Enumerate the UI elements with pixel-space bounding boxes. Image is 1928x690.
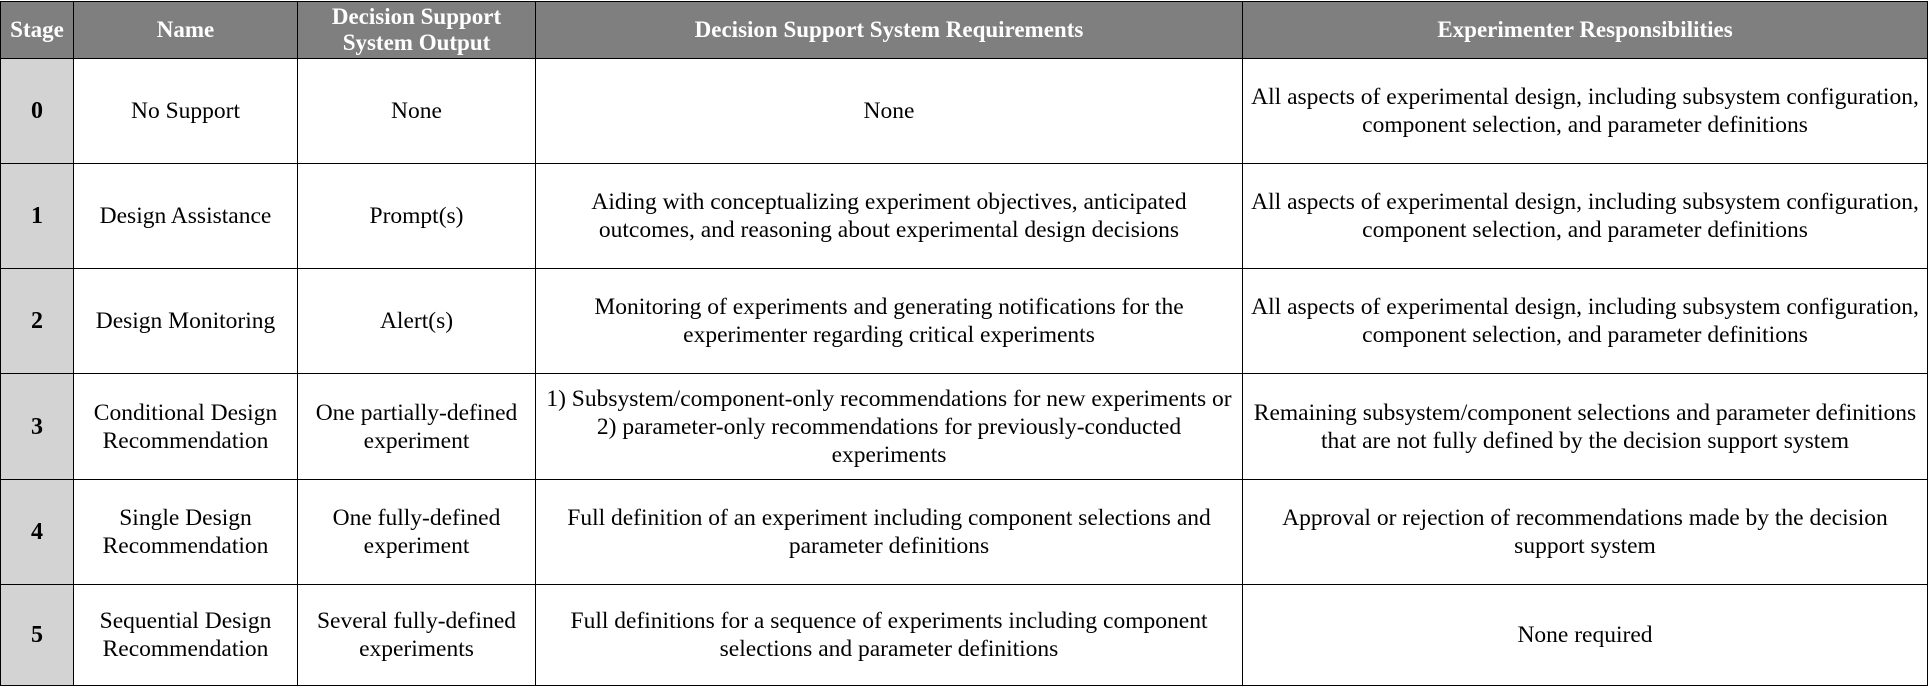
output-cell: One fully-defined experiment	[298, 479, 536, 584]
table-header	[1, 2, 1928, 59]
responsibilities-cell: None required	[1243, 584, 1928, 685]
header-output: Decision Support System Output	[298, 2, 536, 59]
header-responsibilities: Experimenter Responsibilities	[1243, 2, 1928, 59]
responsibilities-cell: All aspects of experimental design, including subsystem configuration, component selection, and parameter definitions	[1243, 269, 1928, 374]
table-row	[1, 374, 1928, 479]
responsibilities-cell: Remaining subsystem/component selections and parameter definitions that are not fully defined by the decision support system	[1243, 374, 1928, 479]
header-stage: Stage	[1, 2, 74, 59]
name-cell: Design Monitoring	[74, 269, 298, 374]
stage-cell: 1	[1, 164, 74, 269]
requirements-cell: Full definition of an experiment including component selections and parameter definitions	[536, 479, 1243, 584]
output-cell: Alert(s)	[298, 269, 536, 374]
header-requirements: Decision Support System Requirements	[536, 2, 1243, 59]
requirements-cell: Monitoring of experiments and generating notifications for the experimenter regarding critical experiments	[536, 269, 1243, 374]
stages-table	[0, 1, 1928, 686]
responsibilities-cell: All aspects of experimental design, including subsystem configuration, component selection, and parameter definitions	[1243, 164, 1928, 269]
output-cell: One partially-defined experiment	[298, 374, 536, 479]
requirements-cell: Full definitions for a sequence of experiments including component selections and parameter definitions	[536, 584, 1243, 685]
output-cell: Several fully-defined experiments	[298, 584, 536, 685]
table-row	[1, 269, 1928, 374]
requirements-cell: Aiding with conceptualizing experiment objectives, anticipated outcomes, and reasoning about experimental design decisions	[536, 164, 1243, 269]
stage-cell: 0	[1, 59, 74, 164]
name-cell: Design Assistance	[74, 164, 298, 269]
table-body	[1, 59, 1928, 686]
name-cell: Single Design Recommendation	[74, 479, 298, 584]
header-name: Name	[74, 2, 298, 59]
name-cell: Conditional Design Recommendation	[74, 374, 298, 479]
name-cell: No Support	[74, 59, 298, 164]
requirements-cell: 1) Subsystem/component-only recommendations for new experiments or 2) parameter-only recommendations for previously-conducted experiments	[536, 374, 1243, 479]
table-row	[1, 479, 1928, 584]
output-cell: None	[298, 59, 536, 164]
stage-cell: 2	[1, 269, 74, 374]
header-row	[1, 2, 1928, 59]
table-row	[1, 59, 1928, 164]
stage-cell: 5	[1, 584, 74, 685]
table-row	[1, 164, 1928, 269]
table-row	[1, 584, 1928, 685]
name-cell: Sequential Design Recommendation	[74, 584, 298, 685]
output-cell: Prompt(s)	[298, 164, 536, 269]
responsibilities-cell: Approval or rejection of recommendations made by the decision support system	[1243, 479, 1928, 584]
stage-cell: 4	[1, 479, 74, 584]
stage-cell: 3	[1, 374, 74, 479]
requirements-cell: None	[536, 59, 1243, 164]
responsibilities-cell: All aspects of experimental design, including subsystem configuration, component selection, and parameter definitions	[1243, 59, 1928, 164]
